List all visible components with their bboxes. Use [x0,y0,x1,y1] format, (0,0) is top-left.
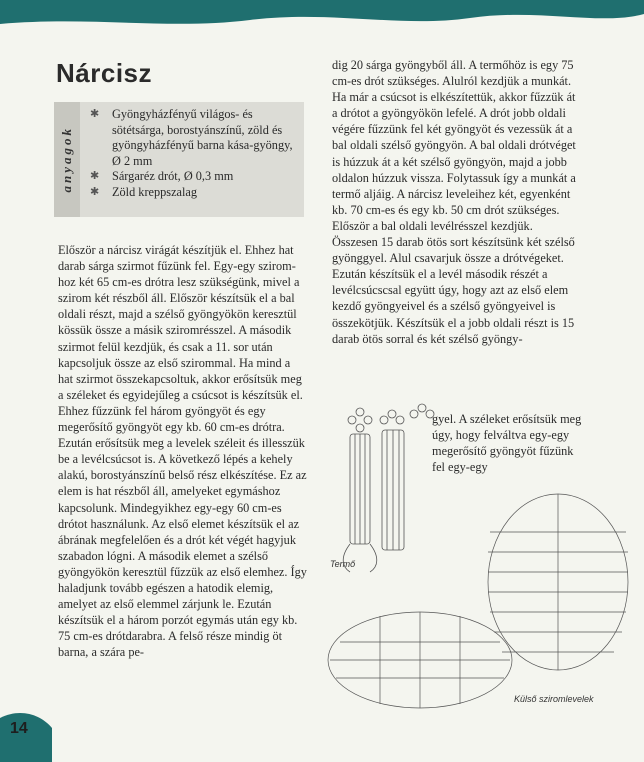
materials-item: ✱ Sárgaréz drót, Ø 0,3 mm [88,169,300,185]
body-paragraph: dig 20 sárga gyöngyből áll. A termőhöz is egy 75 cm-es drót szükséges. Alulról kezdjük a munkát. Ha már a csúcsot is elkészítettük, akkor fűzzük át a drótot a gyöngyökön lefelé. A drót jobb oldali végére fűzzünk fel két gyöngyöt és vezessük át a bal oldali szélső gyöngyön. A bal oldali drótvéget is húzzuk át a két szélső gyöngyön, majd a jobb oldalon húzzuk vissza. Folytassuk így a munkát a termő aljáig. A nárcisz leveleihez két, egyenként kb. 70 cm-es és egy kb. 50 cm drót szükséges. Először a bal oldali levélrésszel kezdjük. Összesen 15 darab ötös sort készítsünk két szélső gyönggyel. Alul csavarjuk össze a drótvégeket. Ezután készítsük el a levél második részét a levélcsúcscsal együtt úgy, hogy azt az első elem kezdő gyöngyeivel és a szélső gyöngyeivel is összekötjük. Készítsük el a jobb oldali részt is 15 darab ötös sorral és két szélső gyöngy- [332,58,576,346]
stem-caption: Termő [330,559,356,569]
materials-box [54,102,304,217]
petal-diagram-right [488,494,628,670]
body-text-left-column [58,242,308,660]
materials-tab [54,102,80,217]
page-number: 14 [10,720,28,737]
page-title: Nárcisz [56,58,152,88]
body-paragraph: gyel. A széleket erősítsük meg úgy, hogy felváltva egy-egy megerősítő gyöngyöt fűzünk fel egy-egy [432,412,582,475]
stem-diagram [343,404,434,572]
materials-list [88,107,300,200]
petal-caption: Külső sziromlevelek [514,694,594,704]
body-paragraph: Először a nárcisz virágát készítjük el. Ehhez hat darab sárga szirmot fűzünk fel. Egy-egy sziromhoz két 65 cm-es drótra lesz szükségünk, mivel a szirom két részből áll. Először készítsük el a bal oldali részt, majd a szélső gyöngyökön keresztül kössük össze a másik sziromrésszel. A második szirmot felül kezdjük, és csak a 11. sor után kapcsoljuk össze az első szirommal. Ha mind a hat szirmot összekapcsoltuk, akkor erősítsük meg a széleket és egyidejűleg a csúcsot is készítsük el. Ehhez fűzzünk fel három gyöngyöt és egy megerősítő gyöngyöt egy kb. 60 cm-es drótra. Ezután erősítsük meg a levelek széleit és illesszük be a levélcsúcsot is. A következő lépés a kehely alakú, borostyánszínű belső rész elkészítése. Ez az elem is hat részből áll, amelyeket egymáshoz kapcsolunk. Mindegyikhez egy-egy 60 cm-es drótot használunk. Az első elemet készítsük el az ábrának megfelelően és a drót két végét hagyjuk szabadon lógni. A második elemet a szélső gyöngyökön keresztül fűzzük az első elemhez. Így haladjunk tovább egészen a hatodik elemig, amelyet az első elemmel zárjunk le. Ezután készítsük el a három porzót egymás után egy kb. 75 cm-es drótdarabra. A felső része mindig öt barna, a szára pe- [58,243,307,660]
body-text-right-column [332,57,580,347]
materials-item: ✱ Gyöngyházfényű világos- és sötétsárga, borostyánszínű, zöld és gyöngyházfényű barna kása-gyöngy, Ø 2 mm [88,107,300,169]
materials-tab-label: anyagok [59,126,74,193]
petal-diagram-left [328,612,512,708]
materials-item: ✱ Zöld kreppszalag [88,185,300,201]
header-wave-band [0,0,644,40]
beading-diagram [320,402,640,712]
